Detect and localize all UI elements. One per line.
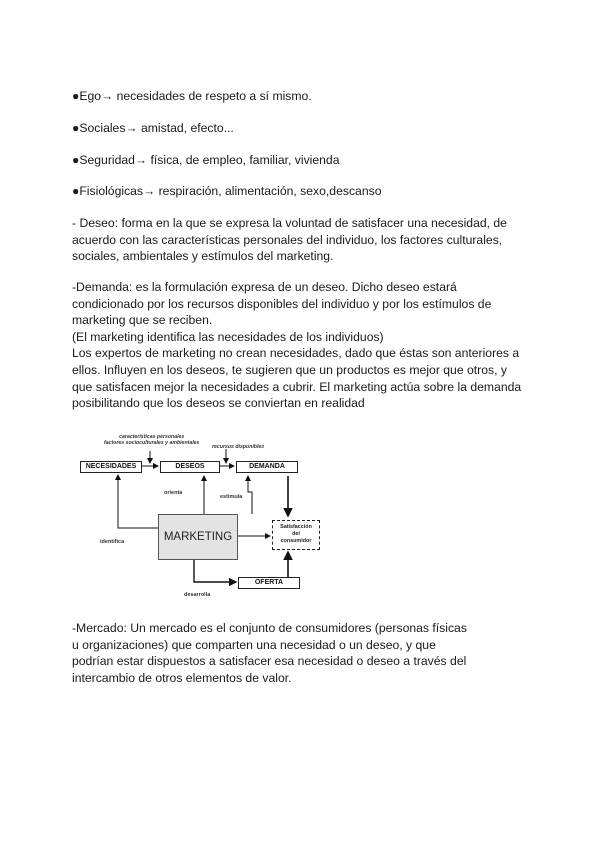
text-line: posibilitando que los deseos se conviertan en realidad xyxy=(72,396,365,411)
paragraph-mercado xyxy=(72,620,532,686)
bullet-seguridad: ●Seguridad→ física, de empleo, familiar, vivienda xyxy=(72,153,340,167)
sat-line: del xyxy=(292,531,300,537)
note-factores xyxy=(104,434,199,446)
paragraph-deseo xyxy=(72,215,532,265)
label-orienta: orienta xyxy=(164,490,183,496)
text-line: Los expertos de marketing no crean necesidades, dado que éstas son anteriores a xyxy=(72,346,520,361)
box-satisfaccion xyxy=(272,520,320,550)
text-line: ellos. Influyen en los deseos, te sugieren que un productos es mejor que otros, y xyxy=(72,362,507,377)
sat-line: consumidor xyxy=(280,538,312,544)
text-line: -Mercado: Un mercado es el conjunto de consumidores (personas físicas xyxy=(72,621,467,635)
text-line: (El marketing identifica las necesidades de los individuos) xyxy=(72,329,384,344)
note-recursos: recursos disponibles xyxy=(212,444,265,450)
bullet-fisiologicas: ●Fisiológicas→ respiración, alimentación, sexo,descanso xyxy=(72,184,382,198)
text-line: marketing que se reciben. xyxy=(72,313,213,328)
text-line: u organizaciones) que comparten una necesidad o un deseo, y que xyxy=(72,637,436,652)
box-necesidades: NECESIDADES xyxy=(80,461,142,473)
label-desarrolla: desarrolla xyxy=(184,592,211,598)
text-line: -Demanda: es la formulación expresa de un deseo. Dicho deseo estará xyxy=(72,280,457,294)
text-line: que satisfacen mejor la necesidades a cubrir. El marketing actúa sobre la demanda xyxy=(72,379,522,394)
text-line: podrían estar dispuestos a satisfacer esa necesidad o deseo a través del xyxy=(72,654,467,669)
box-marketing: MARKETING xyxy=(158,514,238,560)
text-line: intercambio de otros elementos de valor. xyxy=(72,670,292,685)
text-line: sociales, ambientales y estímulos del marketing. xyxy=(72,249,334,264)
box-deseos: DESEOS xyxy=(160,461,220,473)
text-line: condicionado por los recursos disponibles del individuo y por los estímulos de xyxy=(72,296,492,311)
box-demanda: DEMANDA xyxy=(236,461,298,473)
bullet-ego: ●Ego→ necesidades de respeto a sí mismo. xyxy=(72,89,312,103)
text-line: - Deseo: forma en la que se expresa la voluntad de satisfacer una necesidad, de xyxy=(72,216,507,230)
text-line: acuerdo con las características personales del individuo, los factores culturales, xyxy=(72,232,503,247)
label-identifica: identifica xyxy=(100,539,125,545)
note-line: factores socioculturales y ambientales xyxy=(104,440,200,446)
sat-line: Satisfacción xyxy=(280,524,312,530)
label-estimula: estimula xyxy=(220,494,243,500)
note-line: características personales xyxy=(119,434,185,440)
marketing-diagram xyxy=(76,432,336,602)
bullet-sociales: ●Sociales→ amistad, efecto... xyxy=(72,121,234,135)
box-oferta: OFERTA xyxy=(238,577,300,589)
paragraph-demanda xyxy=(72,279,532,412)
